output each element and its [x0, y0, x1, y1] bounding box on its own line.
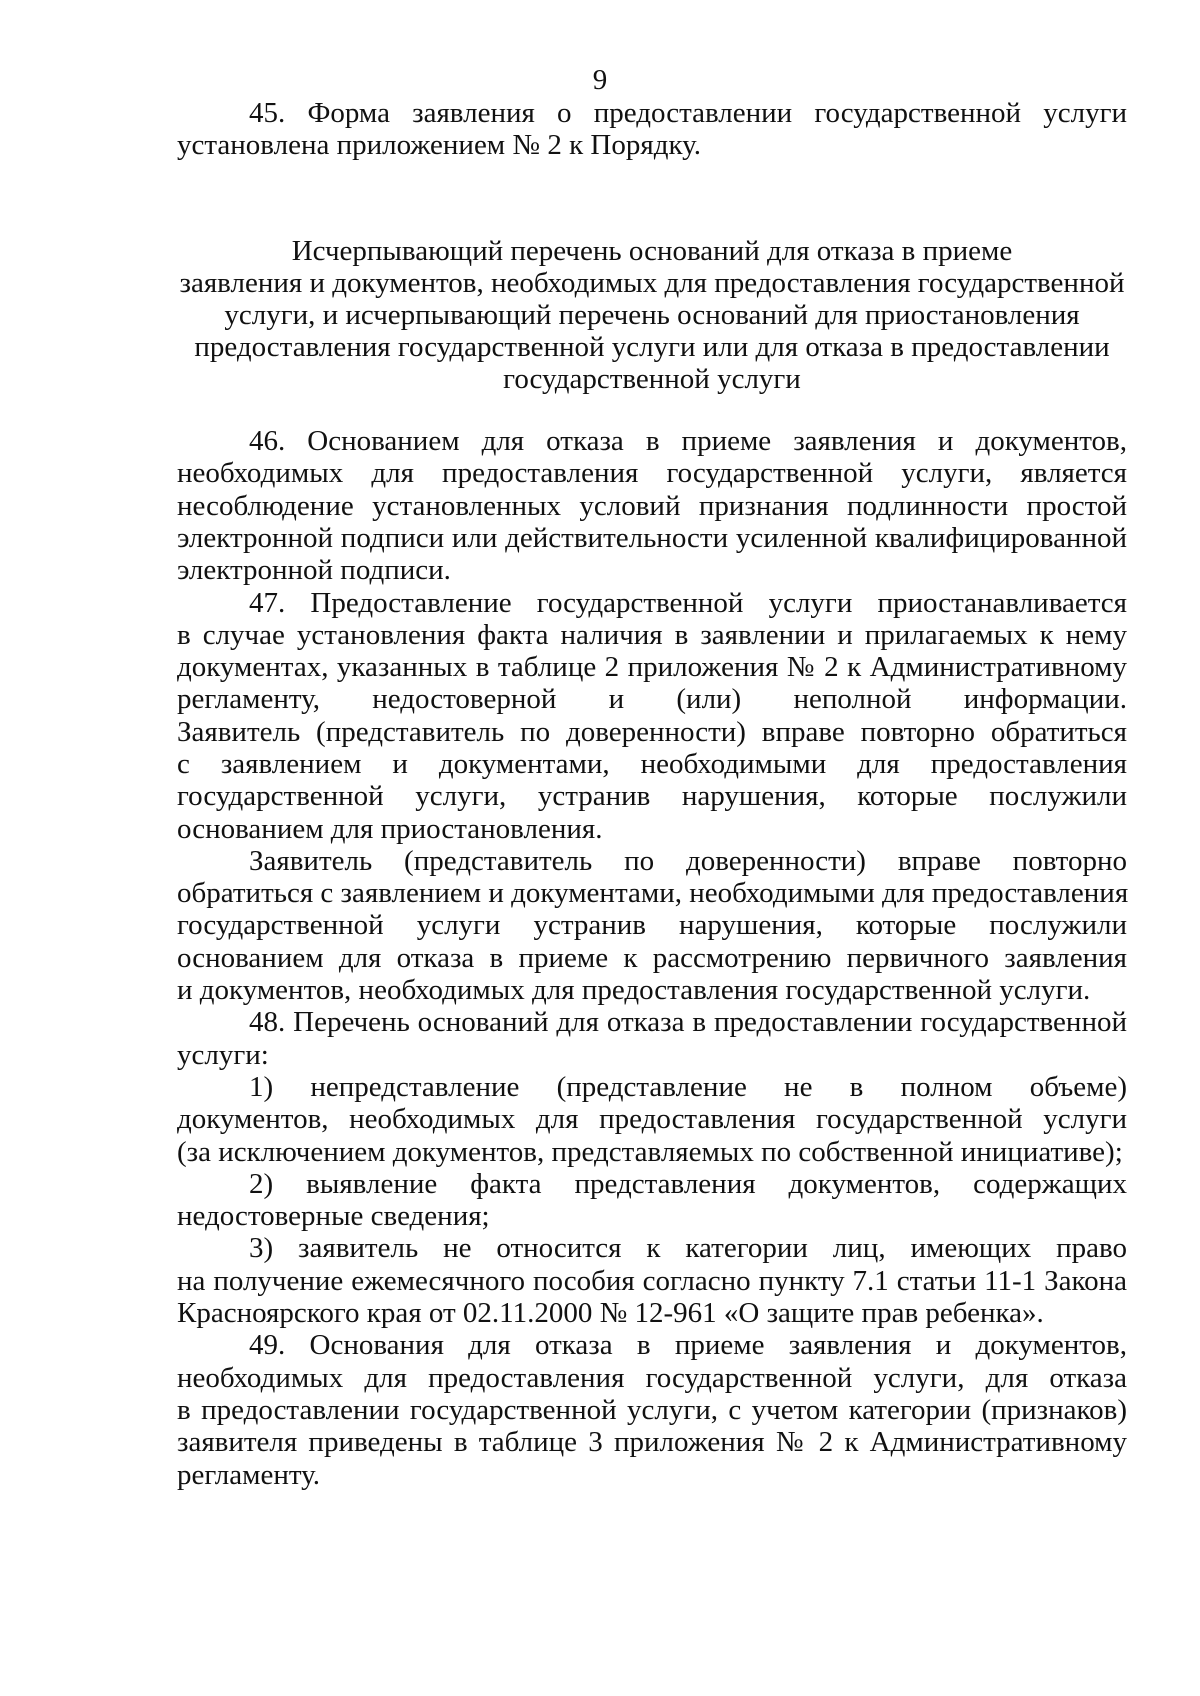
text-line: регламенту, недостоверной и (или) неполной информации. — [177, 683, 1127, 715]
text-line: электронной подписи. — [177, 554, 451, 586]
text-line: 2) выявление факта представления документов, содержащих — [249, 1168, 1127, 1200]
text-line: установлена приложением № 2 к Порядку. — [177, 129, 701, 161]
text-line: с заявлением и документами, необходимыми для предоставления — [177, 748, 1127, 780]
text-line: обратиться с заявлением и документами, необходимыми для предоставления — [177, 877, 1129, 909]
text-line: Заявитель (представитель по доверенности) вправе повторно — [249, 845, 1127, 877]
text-line: 46. Основанием для отказа в приеме заявления и документов, — [249, 425, 1127, 457]
text-line: на получение ежемесячного пособия согласно пункту 7.1 статьи 11-1 Закона — [177, 1265, 1127, 1297]
text-line: необходимых для предоставления государственной услуги, является — [177, 457, 1127, 489]
text-line: и документов, необходимых для предоставления государственной услуги. — [177, 974, 1091, 1006]
text-line: 47. Предоставление государственной услуги приостанавливается — [249, 587, 1127, 619]
text-line: документах, указанных в таблице 2 приложения № 2 к Административному — [177, 651, 1127, 683]
text-line: Красноярского края от 02.11.2000 № 12-961 «О защите прав ребенка». — [177, 1297, 1044, 1329]
heading-line: Исчерпывающий перечень оснований для отказа в приеме — [291, 235, 1013, 267]
heading-line: услуги, и исчерпывающий перечень оснований для приостановления — [224, 299, 1080, 331]
heading-line: предоставления государственной услуги или для отказа в предоставлении — [194, 331, 1110, 363]
text-line: электронной подписи или действительности усиленной квалифицированной — [177, 522, 1127, 554]
text-line: основанием для приостановления. — [177, 813, 603, 845]
text-line: 48. Перечень оснований для отказа в предоставлении государственной — [249, 1006, 1127, 1038]
text-line: 1) непредставление (представление не в полном объеме) — [249, 1071, 1127, 1103]
text-line: (за исключением документов, представляемых по собственной инициативе); — [177, 1136, 1123, 1168]
text-line: регламенту. — [177, 1459, 321, 1491]
text-line: 49. Основания для отказа в приеме заявления и документов, — [249, 1329, 1127, 1361]
text-line: 45. Форма заявления о предоставлении государственной услуги — [249, 97, 1127, 129]
heading-line: государственной услуги — [503, 363, 801, 395]
text-line: в предоставлении государственной услуги, с учетом категории (признаков) — [177, 1394, 1127, 1426]
text-line: необходимых для предоставления государственной услуги, для отказа — [177, 1362, 1127, 1394]
text-line: основанием для отказа в приеме к рассмотрению первичного заявления — [177, 942, 1127, 974]
text-line: государственной услуги, устранив нарушения, которые послужили — [177, 780, 1127, 812]
text-line: несоблюдение установленных условий признания подлинности простой — [177, 490, 1127, 522]
text-line: в случае установления факта наличия в заявлении и прилагаемых к нему — [177, 619, 1127, 651]
heading-line: заявления и документов, необходимых для предоставления государственной — [179, 267, 1125, 299]
text-line: государственной услуги устранив нарушения, которые послужили — [177, 909, 1127, 941]
text-line: Заявитель (представитель по доверенности) вправе повторно обратиться — [177, 716, 1127, 748]
text-line: 3) заявитель не относится к категории лиц, имеющих право — [249, 1232, 1127, 1264]
text-line: недостоверные сведения; — [177, 1200, 490, 1232]
page-number: 9 — [592, 64, 608, 96]
text-line: услуги: — [177, 1039, 269, 1071]
text-line: заявителя приведены в таблице 3 приложения № 2 к Административному — [177, 1426, 1127, 1458]
text-line: документов, необходимых для предоставления государственной услуги — [177, 1103, 1127, 1135]
